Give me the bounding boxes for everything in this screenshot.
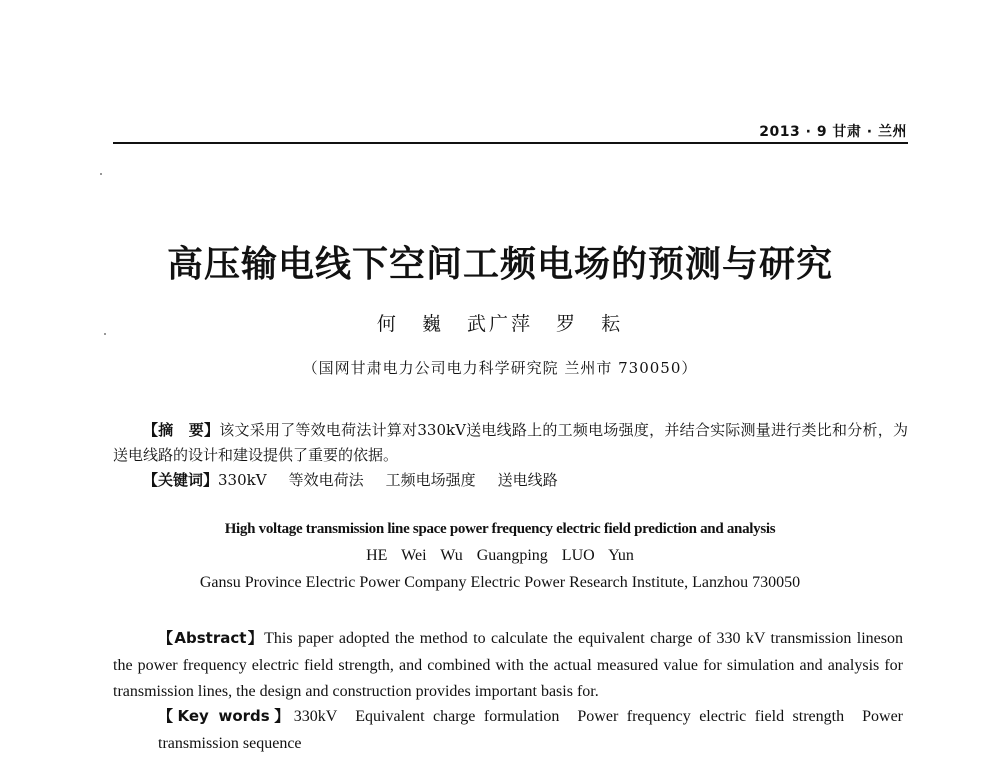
keyword-en: Power frequency electric field strength — [577, 708, 845, 725]
affiliation-en: Gansu Province Electric Power Company Electric Power Research Institute, Lanzhou 730050 — [199, 574, 801, 591]
keyword-en: Equivalent charge formulation — [355, 708, 560, 725]
paper-title-cn: 高压输电线下空间工频电场的预测与研究 — [166, 243, 833, 285]
keywords-label-en: 【Key words】 — [158, 707, 294, 725]
keywords-en — [113, 703, 903, 757]
abstract-label-cn: 【摘 要】 — [143, 421, 220, 439]
keyword-cn: 等效电荷法 — [288, 471, 364, 489]
keyword-en: Power transmission sequence — [158, 708, 903, 752]
keyword-cn: 工频电场强度 — [385, 471, 476, 489]
header-rule — [113, 142, 908, 144]
keyword-cn: 送电线路 — [497, 471, 558, 489]
scan-speck — [100, 173, 102, 175]
abstract-en — [113, 625, 903, 706]
keywords-cn — [113, 468, 938, 493]
authors-en: HE Wei Wu Guangping LUO Yun — [366, 547, 634, 564]
authors-cn: 何 巍 武广萍 罗 耘 — [376, 313, 624, 335]
affiliation-cn: （国网甘肃电力公司电力科学研究院 兰州市 730050） — [302, 359, 698, 377]
abstract-cn — [113, 418, 908, 468]
paper-title-en: High voltage transmission line space power frequency electric field prediction and analysis — [224, 521, 776, 537]
keyword-cn: 330kV — [218, 471, 267, 489]
conference-info: 2013 · 9 甘肃 · 兰州 — [759, 124, 907, 140]
keywords-label-cn: 【关键词】 — [143, 471, 219, 489]
abstract-label-en: 【Abstract】 — [158, 629, 265, 647]
keyword-en: 330kV — [293, 708, 338, 725]
abstract-text-en: This paper adopted the method to calculate the equivalent charge of 330 kV transmission lineson the power frequency electric field strength, and combined with the actual measured value for simulation and analysis for transmission lines, the design and construction provides important basis for. — [113, 630, 904, 700]
abstract-text-cn: 该文采用了等效电荷法计算对330kV送电线路上的工频电场强度，并结合实际测量进行类比和分析，为送电线路的设计和建设提供了重要的依据。 — [113, 421, 908, 464]
